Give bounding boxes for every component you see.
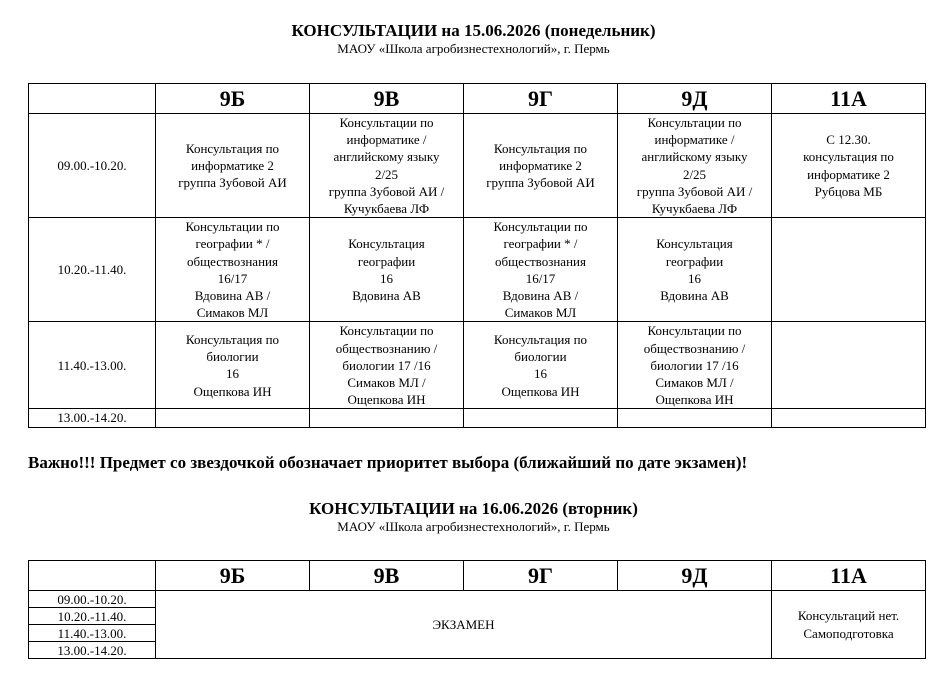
day1-row-1 bbox=[29, 114, 926, 218]
day2-schedule-table bbox=[28, 560, 926, 659]
day1-row-4 bbox=[29, 409, 926, 427]
day1-row-3 bbox=[29, 322, 926, 409]
time-cell: 13.00.-14.20. bbox=[29, 642, 156, 659]
day2-title: КОНСУЛЬТАЦИИ на 16.06.2026 (вторник) bbox=[309, 499, 638, 518]
day2-header-time bbox=[29, 561, 156, 591]
day2-header-11a: 11А bbox=[772, 561, 926, 591]
time-cell: 11.40.-13.00. bbox=[29, 322, 156, 409]
day2-header-9g: 9Г bbox=[464, 561, 618, 591]
day1-header-9g: 9Г bbox=[464, 84, 618, 114]
schedule-cell: Консультация по информатике 2 группа Зубовой АИ bbox=[178, 140, 287, 191]
time-cell: 09.00.-10.20. bbox=[29, 114, 156, 218]
schedule-cell: Консультация по биологии 16 Ощепкова ИН bbox=[493, 332, 588, 399]
day1-header-row bbox=[29, 84, 926, 114]
day1-header-9b: 9Б bbox=[156, 84, 310, 114]
schedule-cell: Консультации по обществознанию / биологии 17 /16 Симаков МЛ / Ощепкова ИН bbox=[335, 323, 438, 408]
day2-row-1 bbox=[29, 591, 926, 608]
day1-header-9v: 9В bbox=[310, 84, 464, 114]
day1-header-9d: 9Д bbox=[618, 84, 772, 114]
schedule-cell: Консультация географии 16 Вдовина АВ bbox=[656, 236, 733, 304]
day2-header-9v: 9В bbox=[310, 561, 464, 591]
grade11-self-study-cell: Консультаций нет. Самоподготовка bbox=[797, 608, 900, 641]
schedule-cell: Консультации по обществознанию / биологии 17 /16 Симаков МЛ / Ощепкова ИН bbox=[643, 323, 746, 408]
day1-header-11a: 11А bbox=[772, 84, 926, 114]
day1-header-time bbox=[29, 84, 156, 114]
time-cell: 09.00.-10.20. bbox=[29, 591, 156, 608]
schedule-cell: Консультации по географии * / обществознания 16/17 Вдовина АВ / Симаков МЛ bbox=[185, 219, 280, 321]
time-cell: 10.20.-11.40. bbox=[29, 608, 156, 625]
day1-subtitle: МАОУ «Школа агробизнестехнологий», г. Пермь bbox=[337, 41, 610, 56]
schedule-cell: Консультации по информатике / английскому языку 2/25 группа Зубовой АИ / Кучукбаева ЛФ bbox=[328, 115, 445, 217]
schedule-cell: Консультация географии 16 Вдовина АВ bbox=[348, 236, 425, 304]
day2-header-9d: 9Д bbox=[618, 561, 772, 591]
schedule-cell: Консультация по информатике 2 группа Зубовой АИ bbox=[486, 140, 595, 191]
day1-schedule-table bbox=[28, 83, 926, 428]
time-cell: 13.00.-14.20. bbox=[29, 409, 156, 427]
day1-title: КОНСУЛЬТАЦИИ на 15.06.2026 (понедельник) bbox=[291, 21, 656, 40]
day2-subtitle: МАОУ «Школа агробизнестехнологий», г. Пермь bbox=[337, 519, 610, 534]
time-cell: 11.40.-13.00. bbox=[29, 625, 156, 642]
day1-row-2 bbox=[29, 218, 926, 322]
schedule-cell: Консультации по географии * / обществознания 16/17 Вдовина АВ / Симаков МЛ bbox=[493, 219, 588, 321]
day2-header-row bbox=[29, 561, 926, 591]
exam-cell: ЭКЗАМЕН bbox=[156, 591, 772, 659]
day2-header-9b: 9Б bbox=[156, 561, 310, 591]
schedule-cell: Консультация по биологии 16 Ощепкова ИН bbox=[185, 332, 280, 399]
schedule-cell: Консультации по информатике / английскому языку 2/25 группа Зубовой АИ / Кучукбаева ЛФ bbox=[636, 115, 753, 217]
priority-note: Важно!!! Предмет со звездочкой обозначает приоритет выбора (ближайший по дате экзамен)! bbox=[28, 453, 748, 472]
time-cell: 10.20.-11.40. bbox=[29, 218, 156, 322]
schedule-cell: С 12.30. консультация по информатике 2 Рубцова МБ bbox=[803, 132, 894, 199]
